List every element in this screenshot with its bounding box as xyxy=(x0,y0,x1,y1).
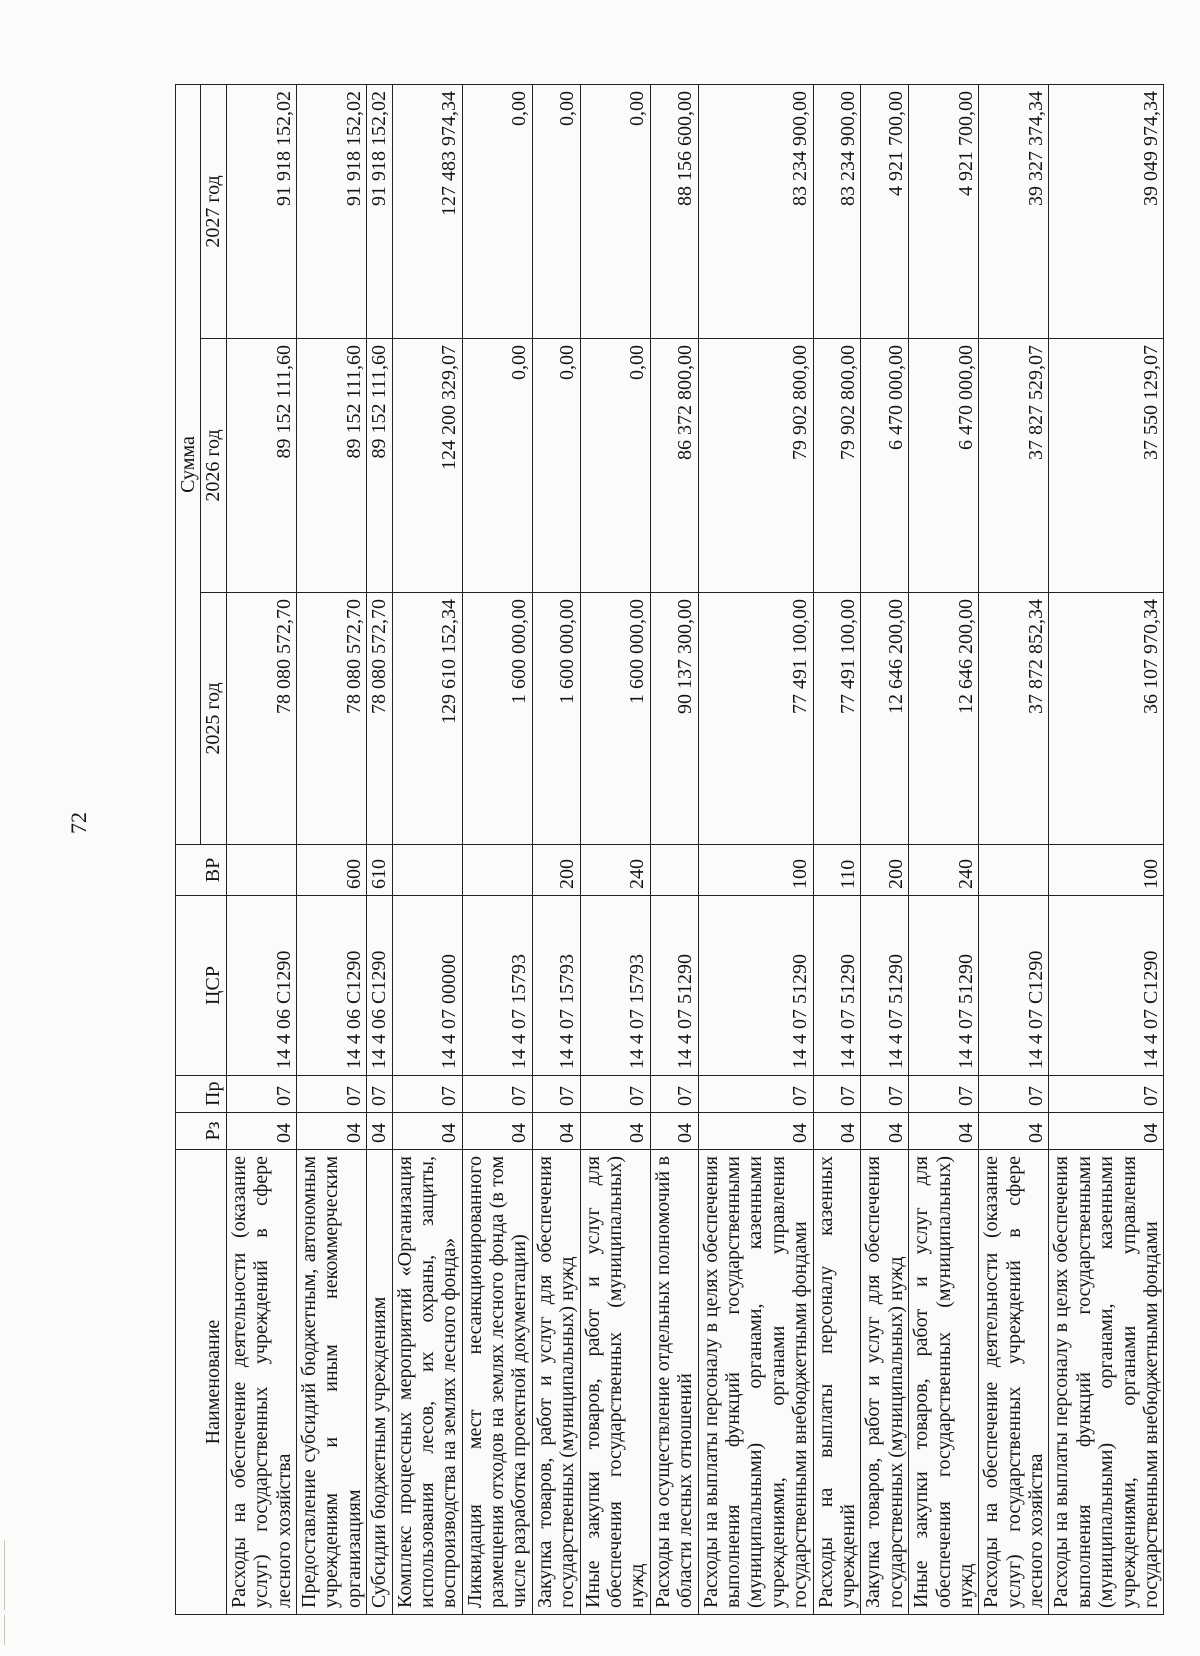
row-2027: 4 921 700,00 xyxy=(909,84,979,338)
header-year-2027: 2027 год xyxy=(201,84,226,338)
row-name: Комплекс процессных мероприятий «Организация использования лесов, их охраны, защиты, воспроизводства на землях лесного фонда» xyxy=(392,1150,462,1615)
row-vr: 240 xyxy=(580,845,650,896)
row-2027: 91 918 152,02 xyxy=(226,84,296,338)
row-vr xyxy=(392,845,462,896)
row-pr: 07 xyxy=(909,1076,979,1113)
table-row xyxy=(698,84,813,1614)
header-row-top xyxy=(176,84,201,1614)
header-name: Наименование xyxy=(176,1150,227,1615)
row-csr: 14 4 07 15793 xyxy=(580,896,650,1076)
row-pr: 07 xyxy=(296,1076,366,1113)
row-name: Расходы на выплаты персоналу казенных учреждений xyxy=(813,1150,861,1615)
row-2027: 88 156 600,00 xyxy=(650,84,698,338)
row-2025: 1 600 000,00 xyxy=(580,593,650,845)
row-2025: 1 600 000,00 xyxy=(532,593,580,845)
row-2025: 12 646 200,00 xyxy=(909,593,979,845)
row-2027: 91 918 152,02 xyxy=(296,84,366,338)
header-csr: ЦСР xyxy=(176,896,227,1076)
table-row xyxy=(532,84,580,1614)
header-vr: ВР xyxy=(176,845,227,896)
row-2026: 79 902 800,00 xyxy=(813,339,861,593)
row-rz: 04 xyxy=(813,1113,861,1150)
row-2025: 78 080 572,70 xyxy=(367,593,392,845)
row-2027: 83 234 900,00 xyxy=(813,84,861,338)
row-2025: 78 080 572,70 xyxy=(296,593,366,845)
row-2027: 0,00 xyxy=(532,84,580,338)
row-name: Расходы на осуществление отдельных полномочий в области лесных отношений xyxy=(650,1150,698,1615)
row-vr xyxy=(650,845,698,896)
row-rz: 04 xyxy=(296,1113,366,1150)
row-2027: 91 918 152,02 xyxy=(367,84,392,338)
row-csr: 14 4 07 51290 xyxy=(909,896,979,1076)
row-rz: 04 xyxy=(462,1113,532,1150)
row-2027: 127 483 974,34 xyxy=(392,84,462,338)
row-rz: 04 xyxy=(1049,1113,1164,1150)
row-2027: 39 327 374,34 xyxy=(979,84,1049,338)
row-2025: 90 137 300,00 xyxy=(650,593,698,845)
row-rz: 04 xyxy=(226,1113,296,1150)
row-csr: 14 4 07 C1290 xyxy=(979,896,1049,1076)
row-pr: 07 xyxy=(813,1076,861,1113)
row-csr: 14 4 07 15793 xyxy=(532,896,580,1076)
table-row xyxy=(1049,84,1164,1614)
row-vr: 100 xyxy=(698,845,813,896)
row-vr: 600 xyxy=(296,845,366,896)
row-pr: 07 xyxy=(392,1076,462,1113)
row-pr: 07 xyxy=(861,1076,909,1113)
header-year-2026: 2026 год xyxy=(201,339,226,593)
row-2026: 124 200 329,07 xyxy=(392,339,462,593)
row-vr: 240 xyxy=(909,845,979,896)
header-sum: Сумма xyxy=(176,84,201,844)
row-2026: 37 550 129,07 xyxy=(1049,339,1164,593)
row-vr: 100 xyxy=(1049,845,1164,896)
header-year-2025: 2025 год xyxy=(201,593,226,845)
row-2026: 89 152 111,60 xyxy=(367,339,392,593)
row-2026: 86 372 800,00 xyxy=(650,339,698,593)
header-pr: Пр xyxy=(176,1076,227,1113)
row-vr: 200 xyxy=(532,845,580,896)
row-name: Расходы на выплаты персоналу в целях обеспечения выполнения функций государственными (муниципальными) органами, казенными учреждениями, органами управления государственными внебюджетными фондами xyxy=(698,1150,813,1615)
row-csr: 14 4 07 51290 xyxy=(698,896,813,1076)
row-csr: 14 4 07 51290 xyxy=(813,896,861,1076)
row-2025: 36 107 970,34 xyxy=(1049,593,1164,845)
row-name: Иные закупки товаров, работ и услуг для обеспечения государственных (муниципальных) нужд xyxy=(909,1150,979,1615)
row-csr: 14 4 07 51290 xyxy=(861,896,909,1076)
row-2025: 77 491 100,00 xyxy=(698,593,813,845)
table-row xyxy=(367,84,392,1614)
row-rz: 04 xyxy=(392,1113,462,1150)
row-name: Расходы на выплаты персоналу в целях обеспечения выполнения функций государственными (муниципальными) органами, казенными учреждениями, органами управления государственными внебюджетными фондами xyxy=(1049,1150,1164,1615)
row-csr: 14 4 07 00000 xyxy=(392,896,462,1076)
row-2026: 6 470 000,00 xyxy=(909,339,979,593)
table-row xyxy=(979,84,1049,1614)
row-name: Расходы на обеспечение деятельности (оказание услуг) государственных учреждений в сфере лесного хозяйства xyxy=(226,1150,296,1615)
row-pr: 07 xyxy=(979,1076,1049,1113)
row-2025: 12 646 200,00 xyxy=(861,593,909,845)
row-csr: 14 4 07 C1290 xyxy=(1049,896,1164,1076)
row-pr: 07 xyxy=(367,1076,392,1113)
row-name: Иные закупки товаров, работ и услуг для обеспечения государственных (муниципальных) нужд xyxy=(580,1150,650,1615)
row-csr: 14 4 07 15793 xyxy=(462,896,532,1076)
table-row xyxy=(226,84,296,1614)
table-row xyxy=(580,84,650,1614)
row-2025: 37 872 852,34 xyxy=(979,593,1049,845)
table-row xyxy=(462,84,532,1614)
row-rz: 04 xyxy=(861,1113,909,1150)
row-name: Закупка товаров, работ и услуг для обеспечения государственных (муниципальных) нужд xyxy=(861,1150,909,1615)
table-row xyxy=(813,84,861,1614)
row-2027: 39 049 974,34 xyxy=(1049,84,1164,338)
row-vr: 110 xyxy=(813,845,861,896)
row-vr: 610 xyxy=(367,845,392,896)
scan-artifact-line xyxy=(4,1540,5,1610)
table-row xyxy=(861,84,909,1614)
row-pr: 07 xyxy=(462,1076,532,1113)
table-row xyxy=(296,84,366,1614)
row-rz: 04 xyxy=(650,1113,698,1150)
row-name: Ликвидация мест несанкционированного размещения отходов на землях лесного фонда (в том числе разработка проектной документации) xyxy=(462,1150,532,1615)
row-rz: 04 xyxy=(532,1113,580,1150)
row-pr: 07 xyxy=(1049,1076,1164,1113)
row-name: Расходы на обеспечение деятельности (оказание услуг) государственных учреждений в сфере лесного хозяйства xyxy=(979,1150,1049,1615)
row-rz: 04 xyxy=(367,1113,392,1150)
row-2025: 77 491 100,00 xyxy=(813,593,861,845)
row-rz: 04 xyxy=(979,1113,1049,1150)
row-csr: 14 4 06 C1290 xyxy=(226,896,296,1076)
row-name: Предоставление субсидий бюджетным, автономным учреждениям и иным некоммерческим организациям xyxy=(296,1150,366,1615)
row-name: Субсидии бюджетным учреждениям xyxy=(367,1150,392,1615)
row-name: Закупка товаров, работ и услуг для обеспечения государственных (муниципальных) нужд xyxy=(532,1150,580,1615)
row-rz: 04 xyxy=(909,1113,979,1150)
row-2026: 37 827 529,07 xyxy=(979,339,1049,593)
row-2026: 79 902 800,00 xyxy=(698,339,813,593)
row-pr: 07 xyxy=(650,1076,698,1113)
row-2025: 129 610 152,34 xyxy=(392,593,462,845)
row-2027: 83 234 900,00 xyxy=(698,84,813,338)
row-pr: 07 xyxy=(698,1076,813,1113)
row-pr: 07 xyxy=(580,1076,650,1113)
row-vr xyxy=(979,845,1049,896)
scan-artifact-line xyxy=(4,1615,5,1645)
table-row xyxy=(392,84,462,1614)
row-2027: 4 921 700,00 xyxy=(861,84,909,338)
header-rz: Рз xyxy=(176,1113,227,1150)
budget-table xyxy=(175,84,1164,1615)
row-vr xyxy=(462,845,532,896)
row-csr: 14 4 07 51290 xyxy=(650,896,698,1076)
row-pr: 07 xyxy=(532,1076,580,1113)
table-row xyxy=(909,84,979,1614)
row-2026: 6 470 000,00 xyxy=(861,339,909,593)
row-2026: 0,00 xyxy=(532,339,580,593)
row-2026: 0,00 xyxy=(462,339,532,593)
rotated-table-container xyxy=(175,85,1163,1615)
row-2027: 0,00 xyxy=(462,84,532,338)
row-pr: 07 xyxy=(226,1076,296,1113)
row-rz: 04 xyxy=(580,1113,650,1150)
row-vr xyxy=(226,845,296,896)
row-2026: 0,00 xyxy=(580,339,650,593)
row-rz: 04 xyxy=(698,1113,813,1150)
table-row xyxy=(650,84,698,1614)
row-csr: 14 4 06 C1290 xyxy=(367,896,392,1076)
row-csr: 14 4 06 C1290 xyxy=(296,896,366,1076)
row-2026: 89 152 111,60 xyxy=(226,339,296,593)
row-2025: 78 080 572,70 xyxy=(226,593,296,845)
page-number: 72 xyxy=(66,812,91,834)
row-2026: 89 152 111,60 xyxy=(296,339,366,593)
row-2025: 1 600 000,00 xyxy=(462,593,532,845)
row-2027: 0,00 xyxy=(580,84,650,338)
row-vr: 200 xyxy=(861,845,909,896)
